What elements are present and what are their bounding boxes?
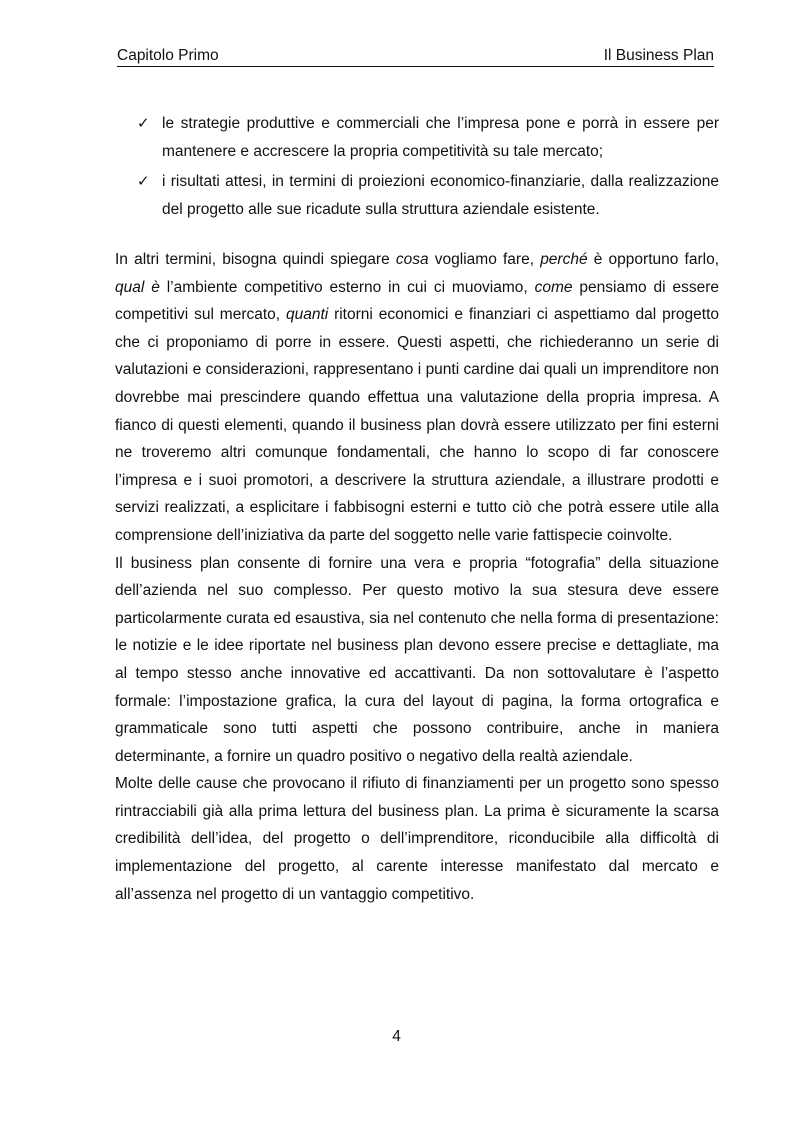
chapter-title: Capitolo Primo [117, 47, 219, 64]
bullet-list [137, 110, 719, 224]
text-run: l’ambiente competitivo esterno in cui ci muoviamo, [159, 278, 535, 296]
paragraph: Il business plan consente di fornire una vera e propria “fotografia” della situazione dell’azienda nel suo complesso. Per questo motivo la sua stesura deve essere particolarmente curata ed esaustiva, sia nel contenuto che nella forma di presentazione: le notizie e le idee riportate nel business plan devono essere precise e dettagliate, ma al tempo stesso anche innovative ed accattivanti. Da non sottovalutare è l’aspetto formale: l’impostazione grafica, la cura del layout di pagina, la forma ortografica e grammaticale sono tutti aspetti che possono contribuire, anche in maniera determinante, a fornire un quadro positivo o negativo della realtà aziendale. [115, 554, 719, 765]
running-header [117, 46, 714, 67]
paragraph: Molte delle cause che provocano il rifiuto di finanziamenti per un progetto sono spesso rintracciabili già alla prima lettura del business plan. La prima è sicuramente la scarsa credibilità dell’idea, del progetto o dell’imprenditore, riconducibile alla difficoltà di implementazione del progetto, al carente interesse manifestato dal mercato e all’assenza nel progetto di un vantaggio competitivo. [115, 775, 719, 903]
bullet-text: le strategie produttive e commerciali che l’impresa pone e porrà in essere per mantenere e accrescere la propria competitività su tale mercato; [162, 115, 719, 160]
emphasis: qual è [115, 278, 160, 296]
emphasis: perché [540, 251, 588, 268]
bullet-text: i risultati attesi, in termini di proiezioni economico-finanziarie, dalla realizzazione del progetto alle sue ricadute sulla struttura aziendale esistente. [162, 173, 719, 218]
text-run: pensiamo di essere competitivi sul mercato, [115, 278, 719, 324]
page-number: 4 [392, 1028, 401, 1045]
text-run: ritorni economici e finanziari ci aspettiamo dal progetto che ci proponiamo di porre in essere. Questi aspetti, che richiederanno un serie di valutazioni e considerazioni, rappresentano i punti cardine dai quali un imprenditore non dovrebbe mai prescindere quando effettua una valutazione della propria impresa. A fianco di questi elementi, quando il business plan dovrà essere utilizzato per fini esterni ne troveremo altri comunque fondamentali, che hanno lo scopo di far conoscere l’impresa e i suoi promotori, a descrivere la struttura aziendale, a illustrare prodotti e servizi realizzati, a esplicitare i fabbisogni esterni e tutto ciò che potrà essere utile alla comprensione dell’iniziativa da parte del soggetto nelle varie fattispecie coinvolte. [115, 306, 719, 544]
emphasis: come [534, 278, 573, 296]
section-title: Il Business Plan [603, 47, 714, 64]
text-run: vogliamo fare, [428, 251, 541, 268]
paragraph [115, 246, 719, 550]
body-text [115, 246, 719, 908]
checkmark-icon: ✓ [137, 173, 150, 190]
bullet-item [137, 110, 719, 166]
text-run: In altri termini, bisogna quindi spiegare [115, 251, 396, 268]
emphasis: quanti [285, 306, 329, 324]
emphasis: cosa [395, 251, 429, 268]
text-run: è opportuno farlo, [587, 251, 719, 268]
bullet-item [137, 168, 719, 224]
checkmark-icon: ✓ [137, 115, 150, 132]
